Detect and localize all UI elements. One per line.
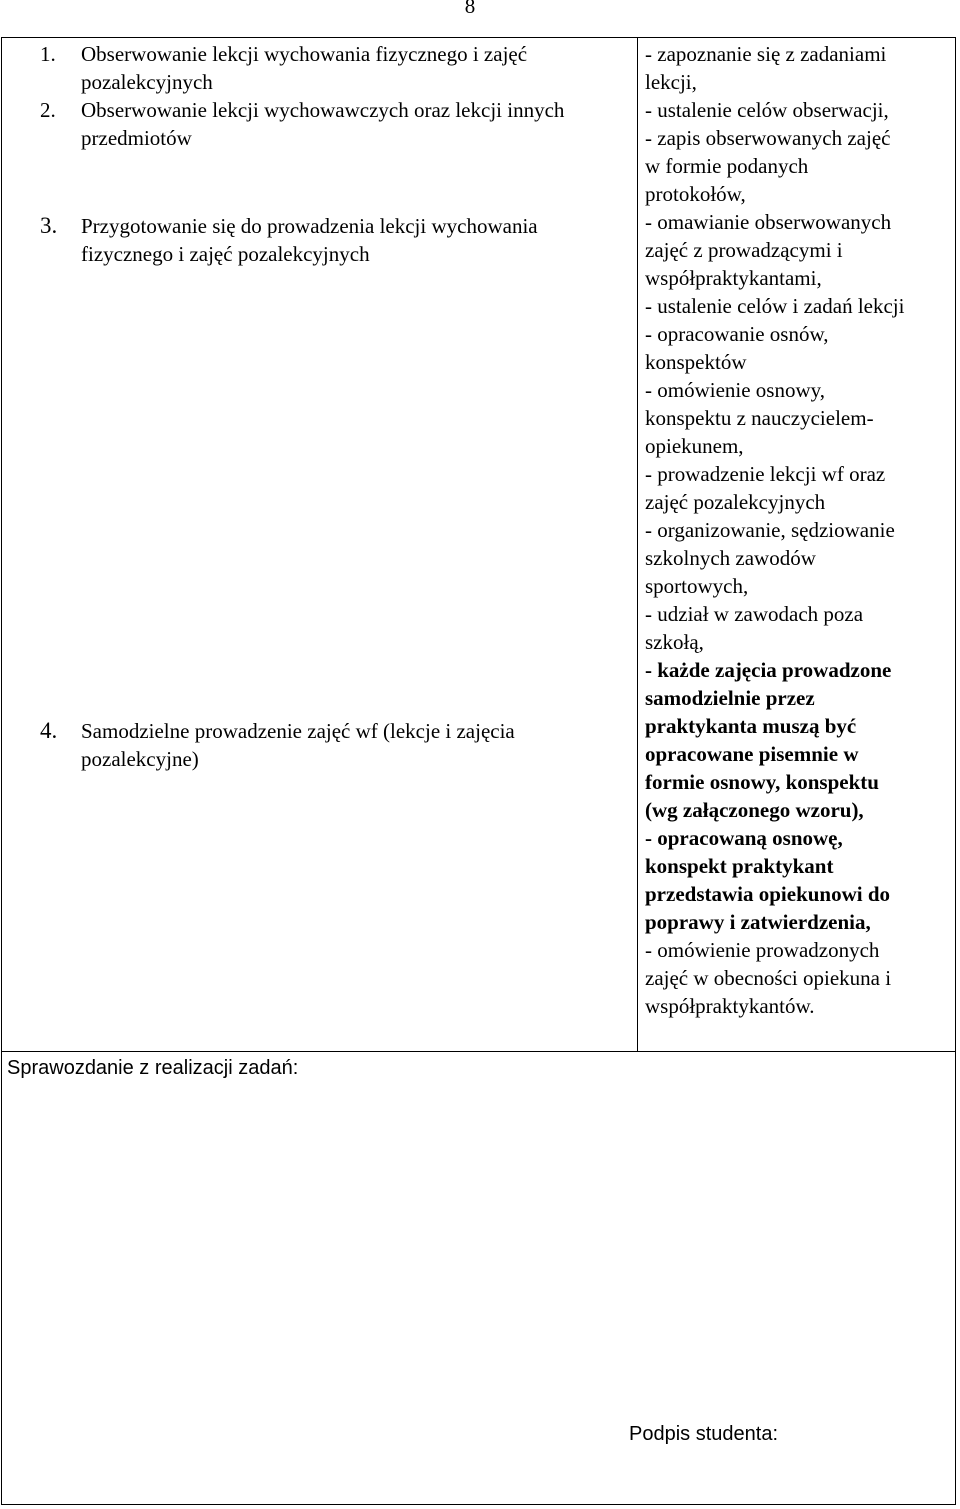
detail-line: - zapoznanie się z zadaniami [645, 42, 887, 66]
detail-line: - ustalenie celów i zadań lekcji [645, 294, 905, 318]
task-item-1 [40, 40, 630, 96]
task-text: Obserwowanie lekcji wychowania fizycznego i zajęć pozalekcyjnych [81, 42, 528, 94]
page-number: 8 [464, 0, 476, 18]
detail-line: konspektów [645, 350, 747, 374]
task-item-2 [40, 96, 630, 152]
detail-line: współpraktykantów. [645, 994, 815, 1018]
task-item-3 [40, 212, 630, 268]
detail-line-bold: (wg załączonego wzoru), [645, 798, 864, 822]
task-text: Obserwowanie lekcji wychowawczych oraz lekcji innych przedmiotów [81, 98, 565, 150]
detail-line: - omówienie prowadzonych [645, 938, 880, 962]
detail-line: - zapis obserwowanych zajęć [645, 126, 891, 150]
task-text: Przygotowanie się do prowadzenia lekcji wychowania fizycznego i zajęć pozalekcyjnych [81, 214, 538, 266]
detail-line: - udział w zawodach poza [645, 602, 864, 626]
task-item-4 [40, 717, 630, 773]
task-details [645, 40, 953, 1020]
detail-line-bold: - każde zajęcia prowadzone [645, 658, 892, 682]
detail-line: zajęć w obecności opiekuna i [645, 966, 892, 990]
task-number: 4. [40, 718, 58, 743]
detail-line: w formie podanych [645, 154, 809, 178]
row-divider [1, 1051, 956, 1052]
report-label: Sprawozdanie z realizacji zadań: [7, 1057, 299, 1079]
detail-line-bold: konspekt praktykant [645, 854, 834, 878]
detail-line-bold: przedstawia opiekunowi do [645, 882, 891, 906]
detail-line: szkolnych zawodów [645, 546, 816, 570]
detail-line: - omawianie obserwowanych [645, 210, 892, 234]
detail-line: - ustalenie celów obserwacji, [645, 98, 889, 122]
detail-line: - organizowanie, sędziowanie [645, 518, 895, 542]
detail-line: - prowadzenie lekcji wf oraz [645, 462, 886, 486]
detail-line: współpraktykantami, [645, 266, 822, 290]
detail-line: lekcji, [645, 70, 697, 94]
task-number: 1. [40, 42, 56, 66]
detail-line: zajęć z prowadzącymi i [645, 238, 843, 262]
detail-line: zajęć pozalekcyjnych [645, 490, 826, 514]
detail-line-bold: formie osnowy, konspektu [645, 770, 879, 794]
task-number: 3. [40, 213, 58, 238]
detail-line: - opracowanie osnów, [645, 322, 829, 346]
detail-line: konspektu z nauczycielem- [645, 406, 874, 430]
detail-line: opiekunem, [645, 434, 744, 458]
detail-line: - omówienie osnowy, [645, 378, 826, 402]
task-text: Samodzielne prowadzenie zajęć wf (lekcje i zajęcia pozalekcyjne) [81, 719, 515, 771]
detail-line-bold: praktykanta muszą być [645, 714, 857, 738]
signature-label: Podpis studenta: [629, 1423, 778, 1445]
detail-line-bold: poprawy i zatwierdzenia, [645, 910, 871, 934]
detail-line-bold: opracowane pisemnie w [645, 742, 859, 766]
detail-line-bold: samodzielnie przez [645, 686, 815, 710]
detail-line-bold: - opracowaną osnowę, [645, 826, 843, 850]
task-number: 2. [40, 98, 56, 122]
detail-line: protokołów, [645, 182, 746, 206]
detail-line: sportowych, [645, 574, 749, 598]
detail-line: szkołą, [645, 630, 704, 654]
column-divider [637, 37, 638, 1052]
